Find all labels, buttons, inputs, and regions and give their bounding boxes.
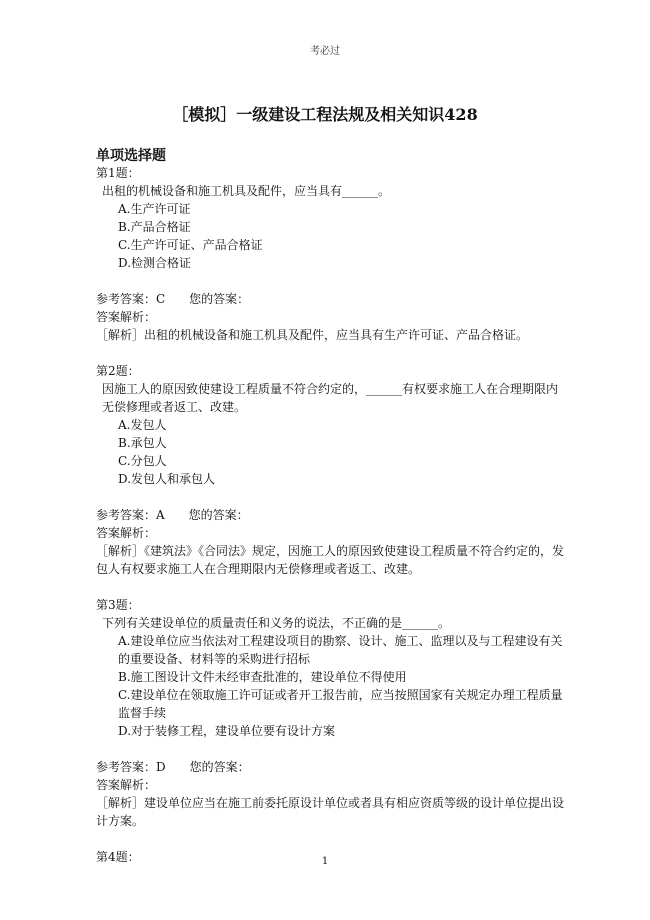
q3-option-d: D.对于装修工程，建设单位要有设计方案	[118, 724, 336, 738]
q2-answer: 参考答案：A 您的答案：	[96, 508, 249, 522]
q2-option-c: C.分包人	[118, 454, 167, 468]
q3-option-b: B.施工图设计文件未经审查批准的，建设单位不得使用	[118, 670, 407, 684]
q1-option-c: C.生产许可证、产品合格证	[118, 238, 263, 252]
q1-answer: 参考答案：C 您的答案：	[96, 292, 250, 306]
q3-label: 第3题：	[96, 598, 140, 612]
q1-analysis-label: 答案解析：	[96, 310, 157, 324]
q2-option-b: B.承包人	[118, 436, 167, 450]
q2-option-d: D.发包人和承包人	[118, 472, 216, 486]
q1-option-a: A.生产许可证	[118, 202, 191, 216]
q1-stem: 出租的机械设备和施工机具及配件，应当具有______。	[102, 184, 391, 198]
q1-option-d: D.检测合格证	[118, 256, 192, 270]
page-number: 1	[321, 856, 329, 867]
q3-option-c: C.建设单位在领取施工许可证或者开工报告前，应当按照国家有关规定办理工程质量监督手续	[118, 688, 563, 720]
q2-analysis: ［解析］《建筑法》《合同法》规定，因施工人的原因致使建设工程质量不符合约定的，发包人有权要求施工人在合理期限内无偿修理或者返工、改建。	[96, 544, 565, 576]
question-list	[96, 164, 566, 866]
section-title: 单项选择题	[96, 148, 166, 164]
q3-answer: 参考答案：D 您的答案：	[96, 760, 250, 774]
q2-label: 第2题：	[96, 364, 140, 378]
q3-option-a: A.建设单位应当依法对工程建设项目的勘察、设计、施工、监理以及与工程建设有关的重要设备、材料等的采购进行招标	[118, 634, 563, 666]
q3-analysis-label: 答案解析：	[96, 778, 157, 792]
document-title: ［模拟］一级建设工程法规及相关知识428	[172, 105, 478, 124]
q3-analysis: ［解析］建设单位应当在施工前委托原设计单位或者具有相应资质等级的设计单位提出设计方案。	[96, 796, 565, 828]
q2-stem: 因施工人的原因致使建设工程质量不符合约定的，______有权要求施工人在合理期限内无偿修理或者返工、改建。	[102, 382, 559, 414]
q1-option-b: B.产品合格证	[118, 220, 191, 234]
q4-label: 第4题：	[96, 850, 140, 864]
q2-analysis-label: 答案解析：	[96, 526, 157, 540]
page-header: 考必过	[310, 46, 340, 57]
q3-stem: 下列有关建设单位的质量责任和义务的说法，不正确的是______。	[102, 616, 451, 630]
q1-analysis: ［解析］出租的机械设备和施工机具及配件，应当具有生产许可证、产品合格证。	[96, 328, 529, 342]
q1-label: 第1题：	[96, 166, 140, 180]
q2-option-a: A.发包人	[118, 418, 167, 432]
